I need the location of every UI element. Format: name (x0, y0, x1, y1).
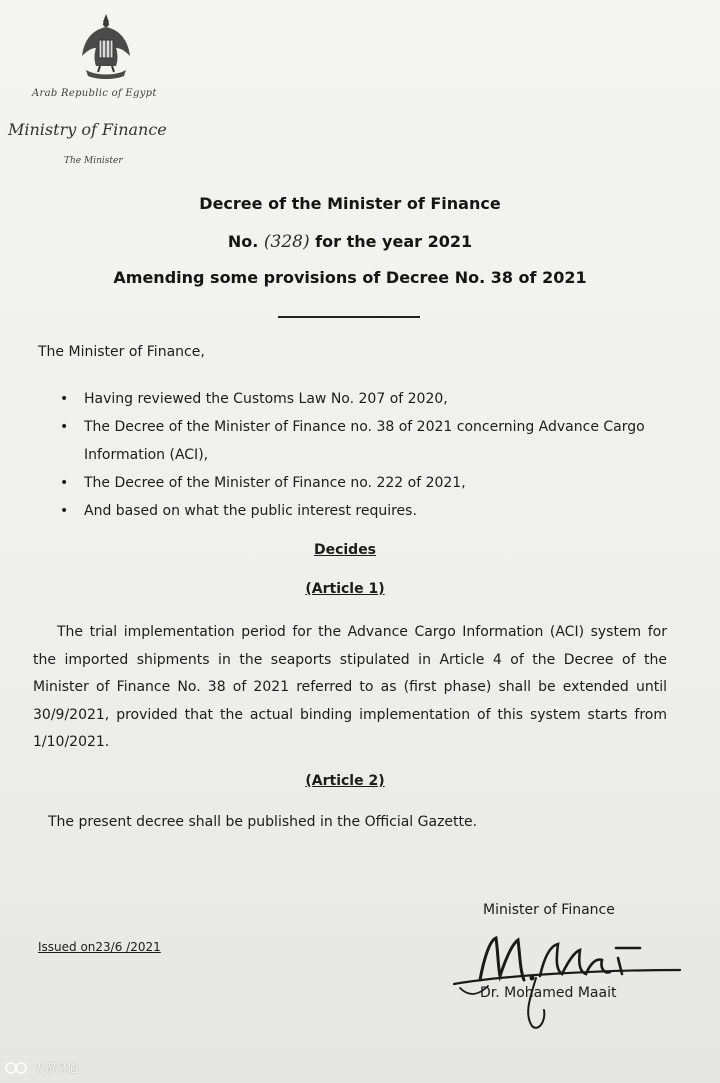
decree-number-prefix: No. (227, 232, 264, 251)
list-item-text: Having reviewed the Customs Law No. 207 of 2020, (84, 391, 448, 407)
list-item-text: The Decree of the Minister of Finance no. 38 of 2021 concerning Advance Cargo Information (ACI), (84, 419, 645, 463)
decides-heading: Decides (313, 542, 377, 558)
preamble-intro: The Minister of Finance, (38, 344, 205, 360)
decree-subject: Amending some provisions of Decree No. 38 of 2021 (113, 268, 587, 287)
bullet-icon: • (60, 419, 69, 435)
article-2-text: The present decree shall be published in the Official Gazette. (48, 814, 478, 830)
title-divider (278, 316, 420, 318)
list-item (60, 469, 680, 497)
bullet-icon: • (60, 503, 69, 519)
watermark (4, 1060, 78, 1076)
list-item (60, 385, 680, 413)
decree-number: (328) (263, 232, 310, 252)
signatory-title: Minister of Finance (483, 902, 615, 918)
article-1-text (33, 619, 667, 757)
list-item-text: The Decree of the Minister of Finance no. 222 of 2021, (84, 475, 466, 491)
article-1-heading: (Article 1) (305, 581, 385, 597)
article-1-body: The trial implementation period for the Advance Cargo Information (ACI) system for the imported shipments in the seaports stipulated in Article 4 of the Decree of the Minister of Finance No. 38 of 2021 referred to as (first phase) shall be extended until 30/9/2021, provided that the actual binding implementation of this system starts from 1/10/2021. (33, 624, 667, 750)
watermark-logo-icon (4, 1061, 30, 1075)
signatory-name: Dr. Mohamed Maait (480, 985, 617, 1001)
list-item-text: And based on what the public interest requires. (84, 503, 417, 519)
decree-year: for the year 2021 (309, 232, 473, 251)
handwritten-signature (440, 918, 690, 1036)
watermark-text: 大贸易通 (34, 1062, 78, 1075)
decree-title: Decree of the Minister of Finance (199, 194, 501, 213)
issue-date: Issued on23/6 /2021 (38, 940, 161, 954)
list-item (60, 497, 680, 525)
bullet-icon: • (60, 475, 69, 491)
bullet-icon: • (60, 391, 69, 407)
letterhead-country: Arab Republic of Egypt (32, 88, 157, 99)
list-item (60, 413, 680, 469)
preamble-list (60, 385, 680, 525)
article-2-heading: (Article 2) (305, 773, 385, 789)
letterhead-office: The Minister (64, 156, 123, 166)
letterhead-ministry: Ministry of Finance (8, 120, 167, 139)
decree-number-line (0, 232, 700, 252)
eagle-emblem-icon (78, 10, 134, 82)
